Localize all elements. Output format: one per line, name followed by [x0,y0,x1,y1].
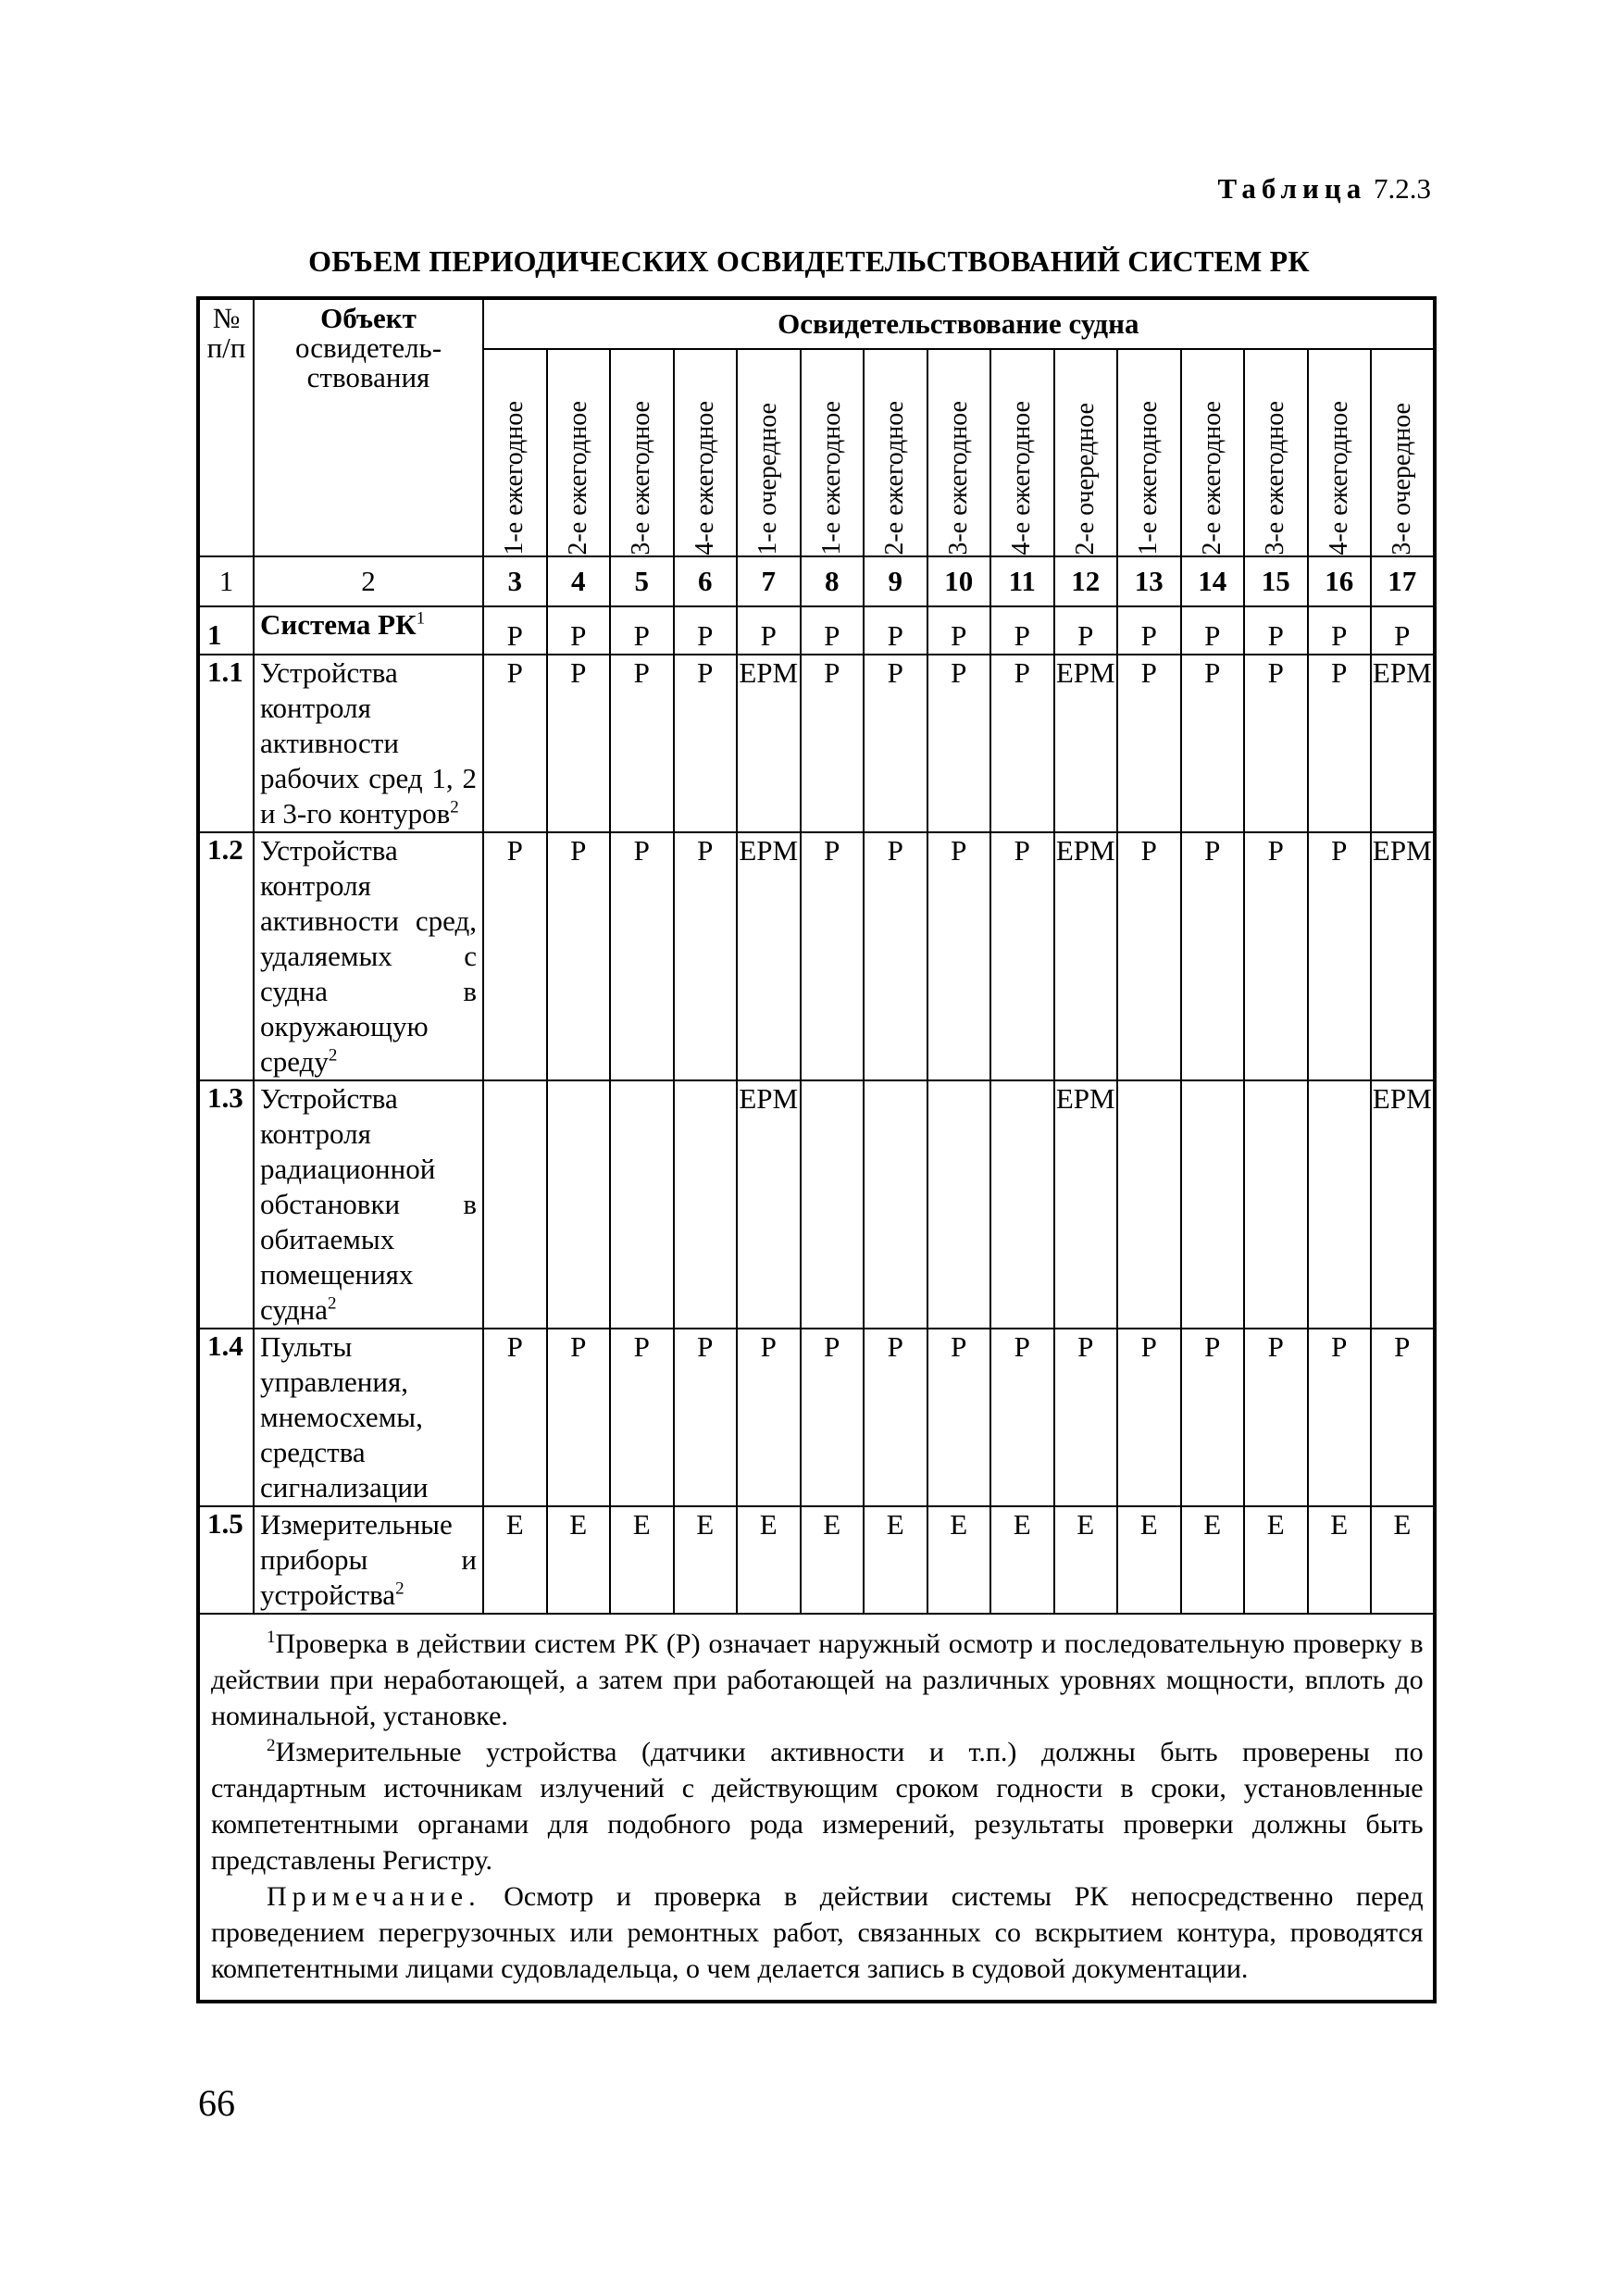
column-header-label: 4-е ежегодное [1324,401,1353,555]
row-value: Р [864,832,927,1080]
row-value: Е [737,1506,801,1614]
note-2-text: Измерительные устройства (датчики активности и т.п.) должны быть проверены по стандартным источникам излучений с действующим сроком годности в сроки, установленные компетентными органами для подобного рода измерений, результаты проверки должны быть представлены Регистру. [211,1737,1424,1876]
row-value: Р [610,1329,674,1506]
table-row [198,1329,1435,1506]
row-value: ЕРМ [737,832,801,1080]
row-value [610,1080,674,1329]
row-value: Е [927,1506,991,1614]
row-object-text: Измерительные приборы и устройства [260,1508,477,1611]
row-value: Р [1117,832,1181,1080]
table-row [198,832,1435,1080]
column-index: 4 [547,556,611,606]
page-number: 66 [198,2082,235,2124]
column-header-label: 1-е ежегодное [500,401,529,555]
column-header [1054,349,1118,556]
table-row [198,606,1435,655]
row-value: Р [927,606,991,655]
row-value: Р [483,1329,547,1506]
column-index: 8 [801,556,865,606]
header-row [198,298,1435,349]
column-header [483,349,547,556]
column-header-label: 3-е очередное [1387,403,1416,555]
remark-label: Примечание. [267,1881,481,1912]
column-index: 15 [1244,556,1308,606]
row-value: Р [1244,606,1308,655]
column-index: 16 [1308,556,1372,606]
header-object [254,298,483,556]
column-header [1181,349,1245,556]
note-2-sup: 2 [267,1736,276,1755]
table-caption-number: 7.2.3 [1374,172,1431,205]
column-index: 10 [927,556,991,606]
row-value: ЕРМ [737,655,801,832]
header-survey: Освидетельствование судна [483,298,1435,349]
row-value: Р [483,606,547,655]
column-index: 3 [483,556,547,606]
row-value: Р [547,655,611,832]
column-index: 9 [864,556,927,606]
footnote-ref: 1 [416,608,426,629]
column-header-label: 1-е ежегодное [816,401,846,555]
notes-cell [198,1614,1435,2002]
table-caption-label: Таблица [1217,172,1367,205]
column-index: 13 [1117,556,1181,606]
row-value: Р [610,606,674,655]
row-value: ЕРМ [1054,832,1118,1080]
row-number: 1.1 [198,655,254,832]
row-object-text: Устройства контроля радиационной обстановки в обитаемых помещениях судна [260,1082,477,1326]
row-object [254,1506,483,1614]
column-header [737,349,801,556]
row-value [1244,1080,1308,1329]
row-value [483,1080,547,1329]
header-object-line3: ствования [306,361,430,393]
row-value: Р [1244,832,1308,1080]
row-value: Р [547,1329,611,1506]
row-value: Р [864,1329,927,1506]
row-value: Р [674,1329,738,1506]
column-header-label: 2-е ежегодное [563,401,592,555]
row-value [864,1080,927,1329]
row-value: Р [1181,832,1245,1080]
row-value: Р [1181,655,1245,832]
row-value: Р [1117,1329,1181,1506]
row-value: Р [927,655,991,832]
row-value: ЕРМ [1371,1080,1435,1329]
row-value: Р [801,1329,865,1506]
header-object-line1: Объект [320,302,417,334]
table-row [198,1506,1435,1614]
row-value: ЕРМ [1371,655,1435,832]
remark [211,1878,1424,1987]
row-value: Е [1308,1506,1372,1614]
row-object-text: Пульты управления, мнемосхемы, средства сигнализации [260,1330,429,1504]
column-header [927,349,991,556]
row-object-text: Система РК [260,608,417,641]
table-row [198,1080,1435,1329]
row-value: Р [1181,1329,1245,1506]
row-value: Р [864,655,927,832]
row-number: 1 [198,606,254,655]
header-object-line2: освидетель- [294,331,442,364]
row-value: Р [990,832,1054,1080]
row-value [1117,1080,1181,1329]
row-value: Е [547,1506,611,1614]
row-value: Е [1371,1506,1435,1614]
column-header-label: 4-е ежегодное [690,401,719,555]
row-value: Р [674,655,738,832]
row-value: Р [1308,606,1372,655]
table-title: ОБЪЕМ ПЕРИОДИЧЕСКИХ ОСВИДЕТЕЛЬСТВОВАНИЙ СИСТЕМ РК [308,244,1310,278]
column-index: 12 [1054,556,1118,606]
row-object [254,832,483,1080]
row-value: Р [1117,655,1181,832]
note-2 [211,1734,1424,1878]
column-header [1117,349,1181,556]
header-num: № п/п [198,298,254,556]
row-value [801,1080,865,1329]
table-row [198,655,1435,832]
footnote-ref: 2 [395,1578,404,1599]
footnote-ref: 2 [450,797,459,817]
column-header-label: 3-е ежегодное [1261,401,1290,555]
row-value: Р [1244,655,1308,832]
row-number: 1.4 [198,1329,254,1506]
row-value: Р [1371,606,1435,655]
row-value: Е [801,1506,865,1614]
row-value: Е [1054,1506,1118,1614]
row-value: Р [1244,1329,1308,1506]
row-value: Р [990,606,1054,655]
column-index: 14 [1181,556,1245,606]
row-value: Р [1054,606,1118,655]
row-value: Р [737,606,801,655]
row-value: Р [990,1329,1054,1506]
column-header-label: 3-е ежегодное [943,401,973,555]
remark-text: Осмотр и проверка в действии системы РК непосредственно перед проведением перегрузочных или ремонтных работ, связанных со вскрытием контура, проводятся компетентными лицами судовладельца, о чем делается запись в судовой документации. [211,1881,1424,1984]
column-index: 2 [254,556,483,606]
column-header-label: 2-е очередное [1070,403,1100,555]
row-object [254,606,483,655]
column-header [990,349,1054,556]
row-value [1308,1080,1372,1329]
row-value: Р [737,1329,801,1506]
row-object [254,1080,483,1329]
column-header [1244,349,1308,556]
row-value: Р [483,655,547,832]
row-value: Е [1181,1506,1245,1614]
row-value [1181,1080,1245,1329]
row-object-text: Устройства контроля активности сред, удаляемых с судна в окружающую среду [260,834,477,1078]
row-value: Р [927,1329,991,1506]
column-header-label: 1-е очередное [753,403,783,555]
row-number: 1.2 [198,832,254,1080]
row-value [547,1080,611,1329]
note-1-sup: 1 [267,1628,276,1647]
row-value: Р [801,655,865,832]
row-value: Р [801,832,865,1080]
row-number: 1.3 [198,1080,254,1329]
row-value: Р [547,606,611,655]
column-header-label: 2-е ежегодное [1197,401,1226,555]
row-value: Е [610,1506,674,1614]
row-value: Р [1308,1329,1372,1506]
row-value: Е [864,1506,927,1614]
row-value: Е [1244,1506,1308,1614]
column-header-label: 2-е ежегодное [880,401,910,555]
footnote-ref: 2 [328,1045,338,1066]
row-value: Р [674,606,738,655]
footnote-ref: 2 [328,1293,337,1314]
column-header-label: 4-е ежегодное [1007,401,1037,555]
row-value: Р [1054,1329,1118,1506]
row-value: Р [547,832,611,1080]
row-value [990,1080,1054,1329]
row-value: Е [674,1506,738,1614]
row-object [254,1329,483,1506]
row-value: Е [990,1506,1054,1614]
column-index: 11 [990,556,1054,606]
row-value [927,1080,991,1329]
note-1 [211,1626,1424,1734]
row-value: Р [1308,655,1372,832]
note-1-text: Проверка в действии систем РК (Р) означает наружный осмотр и последовательную проверку в действии при неработающей, а затем при работающей на различных уровнях мощности, вплоть до номинальной, установке. [211,1628,1424,1731]
notes-row [198,1614,1435,2002]
row-object-text: Устройства контроля активности рабочих сред 1, 2 и 3-го контуров [260,656,477,830]
column-index: 6 [674,556,738,606]
row-value: Р [864,606,927,655]
row-value: Р [674,832,738,1080]
row-value: ЕРМ [1054,1080,1118,1329]
row-value: Р [990,655,1054,832]
column-index: 5 [610,556,674,606]
index-row [198,556,1435,606]
column-header [864,349,927,556]
column-header [547,349,611,556]
column-header-label: 3-е ежегодное [627,401,656,555]
row-value: Р [610,655,674,832]
column-index: 1 [198,556,254,606]
column-header [1308,349,1372,556]
column-index: 7 [737,556,801,606]
column-header [1371,349,1435,556]
row-value: Р [610,832,674,1080]
row-number: 1.5 [198,1506,254,1614]
row-object [254,655,483,832]
survey-table [196,296,1437,2003]
row-value: ЕРМ [1371,832,1435,1080]
row-value: Р [927,832,991,1080]
row-value: Е [483,1506,547,1614]
column-header [674,349,738,556]
column-header [610,349,674,556]
table-caption [1218,172,1432,206]
row-value [674,1080,738,1329]
row-value: Р [483,832,547,1080]
row-value: Р [1117,606,1181,655]
row-value: ЕРМ [1054,655,1118,832]
row-value: Р [801,606,865,655]
row-value: ЕРМ [737,1080,801,1329]
row-value: Р [1181,606,1245,655]
row-value: Е [1117,1506,1181,1614]
column-header [801,349,865,556]
row-value: Р [1308,832,1372,1080]
column-header-label: 1-е ежегодное [1134,401,1164,555]
column-index: 17 [1371,556,1435,606]
row-value: Р [1371,1329,1435,1506]
